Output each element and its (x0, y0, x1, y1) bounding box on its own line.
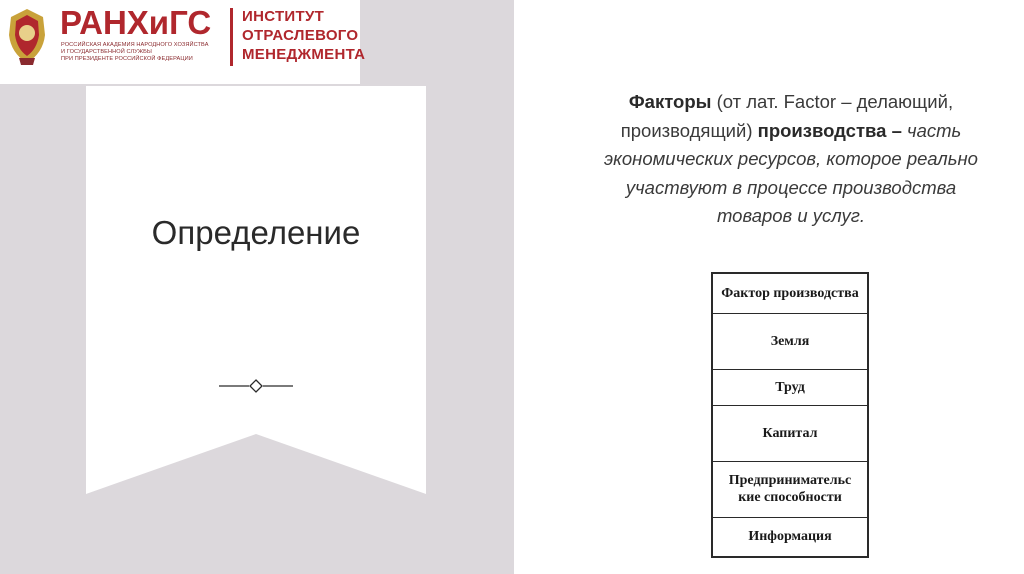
diamond-divider-icon (219, 376, 293, 396)
brand-name: РАНХиГС (60, 4, 212, 41)
factors-table (711, 272, 869, 558)
definition-description: часть экономических ресурсов, которое реально участвуют в процессе производства товаров и услуг. (604, 119, 978, 226)
header-logo (0, 0, 366, 84)
section-title: Определение (151, 214, 361, 251)
brand-subtitle-line: РОССИЙСКАЯ АКАДЕМИЯ НАРОДНОГО ХОЗЯЙСТВА (61, 42, 209, 48)
table-row: Труд (712, 369, 868, 405)
institute-line: ИНСТИТУТ (242, 8, 325, 25)
definition-term-2: производства – (757, 119, 902, 141)
institute-line: МЕНЕДЖМЕНТА (242, 46, 366, 63)
emblem-icon (3, 5, 51, 67)
brand-divider (230, 8, 233, 66)
brand-subtitle-line: И ГОСУДАРСТВЕННОЙ СЛУЖБЫ (61, 49, 152, 55)
brand-subtitle-line: ПРИ ПРЕЗИДЕНТЕ РОССИЙСКОЙ ФЕДЕРАЦИИ (61, 56, 193, 62)
brand-subtitle (61, 42, 226, 63)
institute-name (242, 7, 365, 64)
definition-term: Факторы (628, 91, 712, 112)
definition-text (586, 88, 996, 231)
institute-line: ОТРАСЛЕВОГО (242, 27, 359, 44)
definition-origin: (от лат. Factor – делающий, производящий) (620, 91, 954, 141)
table-row: Земля (712, 313, 868, 369)
table-row: Капитал (712, 405, 868, 461)
ribbon-banner (86, 86, 426, 494)
table-row: Предпринимательс кие способности (712, 461, 868, 517)
table-header: Фактор производства (712, 273, 868, 313)
table-row: Информация (712, 517, 868, 557)
